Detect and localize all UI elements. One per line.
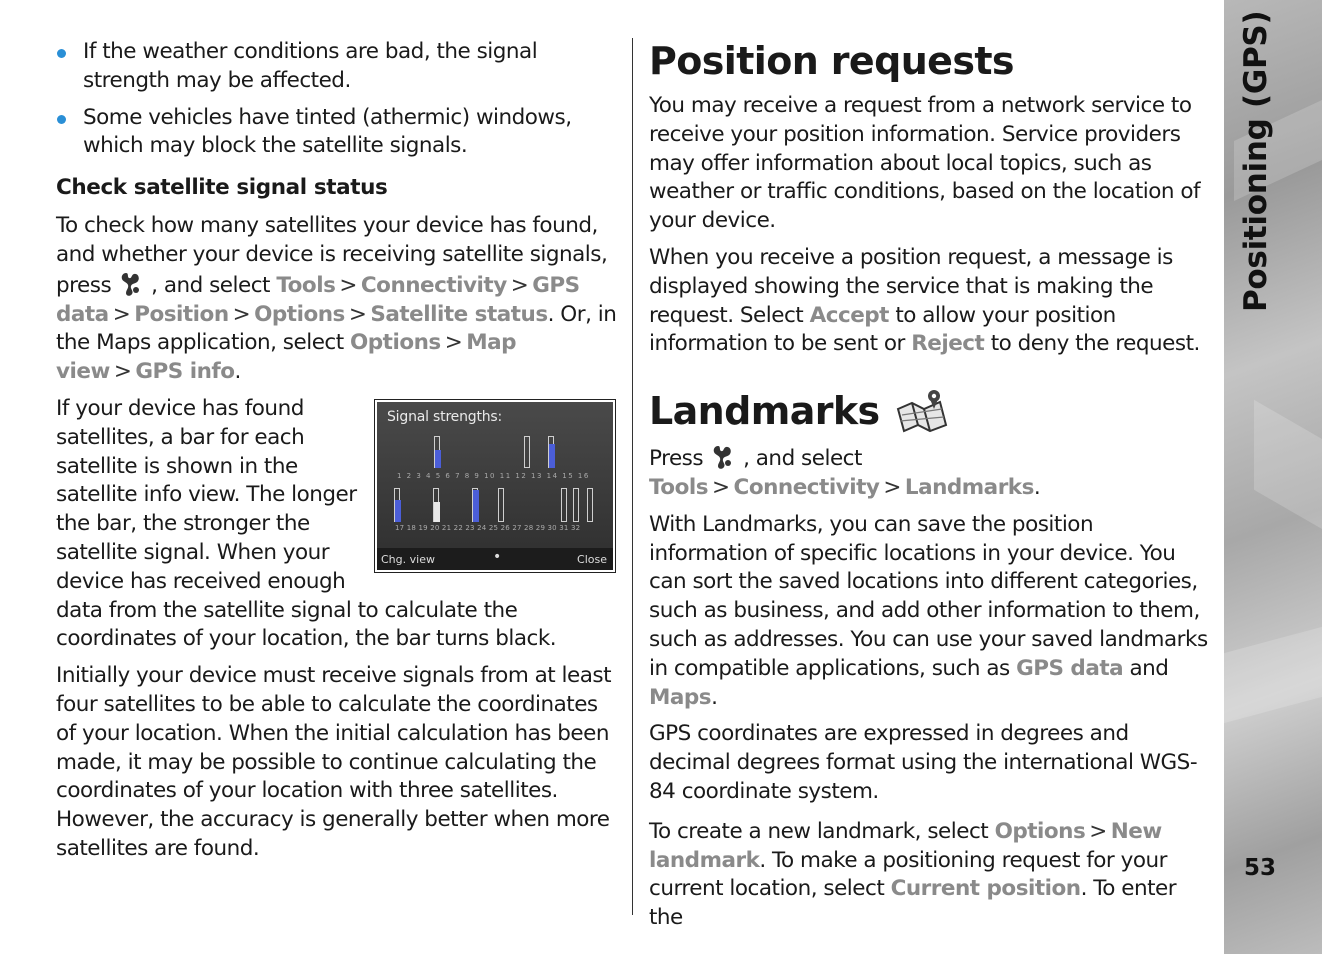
signal-bar — [587, 488, 593, 522]
separator: > — [348, 301, 367, 327]
menu-position: Position — [134, 301, 229, 327]
menu-landmarks: Landmarks — [904, 474, 1034, 500]
softkey-center[interactable]: • — [493, 548, 502, 565]
separator: > — [112, 301, 131, 327]
separator: > — [113, 359, 132, 385]
signal-bar — [498, 488, 504, 522]
menu-gps-data: GPS data — [56, 272, 580, 327]
menu-key-icon — [117, 270, 145, 298]
app-gps-data: GPS data — [1016, 655, 1124, 681]
bullet-list — [56, 38, 618, 161]
text: to deny the request. — [990, 331, 1200, 357]
column-divider — [632, 38, 633, 915]
accept-option: Accept — [809, 302, 889, 328]
signal-bar — [473, 490, 479, 522]
separator: > — [339, 272, 357, 298]
landmarks-map-icon — [894, 387, 950, 435]
menu-options: Options — [994, 818, 1086, 844]
app-maps: Maps — [649, 684, 712, 710]
signal-bar — [434, 502, 440, 522]
check-satellite-heading: Check satellite signal status — [56, 175, 388, 201]
bullet-item: If the weather conditions are bad, the signal strength may be affected. — [56, 38, 618, 96]
page-number: 53 — [1244, 855, 1277, 881]
landmarks-heading — [649, 387, 1215, 435]
check-satellite-paragraph — [56, 212, 618, 387]
menu-new-landmark: New landmark — [649, 818, 1162, 873]
text: . Or, in the Maps application, select — [56, 301, 617, 356]
create-landmark-paragraph — [649, 818, 1215, 933]
softkey-bar — [377, 548, 613, 570]
menu-current-position: Current position — [890, 876, 1081, 902]
separator: > — [232, 301, 251, 327]
text: . To make a positioning request for your current location, select — [649, 847, 1167, 902]
menu-map-view: Map view — [56, 330, 517, 385]
bullet-item: Some vehicles have tinted (athermic) windows, which may block the satellite signals. — [56, 104, 618, 162]
text: When you receive a position request, a message is displayed showing the service that is making the request. Select — [649, 244, 1173, 328]
menu-connectivity: Connectivity — [733, 474, 880, 500]
signal-bar — [573, 488, 579, 522]
softkey-close[interactable]: Close — [577, 552, 607, 566]
menu-tools: Tools — [649, 474, 709, 500]
menu-connectivity: Connectivity — [360, 272, 507, 298]
landmarks-access-paragraph — [649, 443, 1215, 503]
text: With Landmarks, you can save the position information of specific locations in your device. You can sort the saved locations into different categories, such as business, and add other information to them, such as addresses. You can use your saved landmarks in compatible applications, such as — [649, 511, 1208, 681]
initial-calculation-paragraph: Initially your device must receive signals from at least four satellites to be able to calculate the coordinates of your location. When the initial calculation has been made, it may be possible to continue calculating the coordinates of your location with three satellites. However, the accuracy is generally better when more satellites are found. — [56, 663, 612, 861]
position-requests-title: Position requests — [649, 39, 1014, 83]
separator: > — [510, 272, 529, 298]
screen-title: Signal strengths: — [387, 408, 503, 425]
position-requests-intro: You may receive a request from a network service to receive your position information. Service providers may offer information about local topics, such as weather or traffic conditions, based on the location of your device. — [649, 93, 1201, 234]
chapter-title: Positioning (GPS) — [1238, 10, 1274, 312]
text: to allow your position information to be sent or — [649, 302, 1116, 357]
signal-bar — [549, 444, 555, 468]
signal-bar — [435, 450, 441, 468]
position-request-paragraph — [649, 244, 1215, 359]
separator: > — [1089, 818, 1107, 844]
text: , and select — [743, 446, 862, 472]
signal-bar — [395, 500, 401, 522]
text: To create a new landmark, select — [649, 818, 989, 844]
coordinates-paragraph: GPS coordinates are expressed in degrees and decimal degrees format using the international WGS-84 coordinate system. — [649, 721, 1198, 804]
text: To check how many satellites your device has found, and whether your device is receiving satellite signals, press — [56, 213, 608, 298]
text: . — [1033, 474, 1041, 500]
phone-screen — [377, 402, 613, 570]
separator: > — [712, 474, 730, 500]
text: . — [234, 359, 241, 385]
decorative-shard — [1224, 627, 1322, 723]
softkey-change-view[interactable]: Chg. view — [381, 552, 435, 566]
text: , and select — [151, 272, 270, 298]
landmarks-description-paragraph — [649, 511, 1215, 713]
signal-bar — [524, 436, 530, 468]
decorative-shard — [1254, 400, 1322, 530]
landmarks-title: Landmarks — [649, 389, 880, 434]
menu-gps-info: GPS info — [135, 359, 235, 385]
menu-satellite-status: Satellite status — [370, 301, 548, 327]
signal-bar — [561, 488, 567, 522]
text: Press — [649, 446, 704, 472]
menu-key-icon — [709, 443, 737, 471]
menu-options-maps: Options — [350, 330, 441, 356]
separator: > — [444, 330, 463, 356]
satellite-numbers-row1: 1 2 3 4 5 6 7 8 9 10 11 12 13 14 15 16 — [397, 471, 590, 480]
satellite-bar-paragraph: If your device has found satellites, a bar for each satellite is shown in the satellite info view. The longer the bar, the stronger the satellite signal. When your device has received enough data from the satellite signal to calculate the coordinates of your location, the bar turns black. — [56, 395, 557, 652]
right-column — [649, 38, 1215, 941]
satellite-numbers-row2: 17 18 19 20 21 22 23 24 25 26 27 28 29 30 31 32 — [395, 523, 581, 532]
reject-option: Reject — [911, 331, 985, 357]
signal-strengths-screenshot — [374, 399, 616, 573]
left-column — [56, 38, 618, 872]
text: and — [1129, 655, 1169, 681]
text: . To enter the — [649, 876, 1177, 931]
menu-tools: Tools — [276, 272, 336, 298]
menu-options: Options — [254, 301, 345, 327]
separator: > — [883, 474, 901, 500]
text: . — [711, 684, 718, 710]
satellite-figure-block — [56, 395, 618, 654]
